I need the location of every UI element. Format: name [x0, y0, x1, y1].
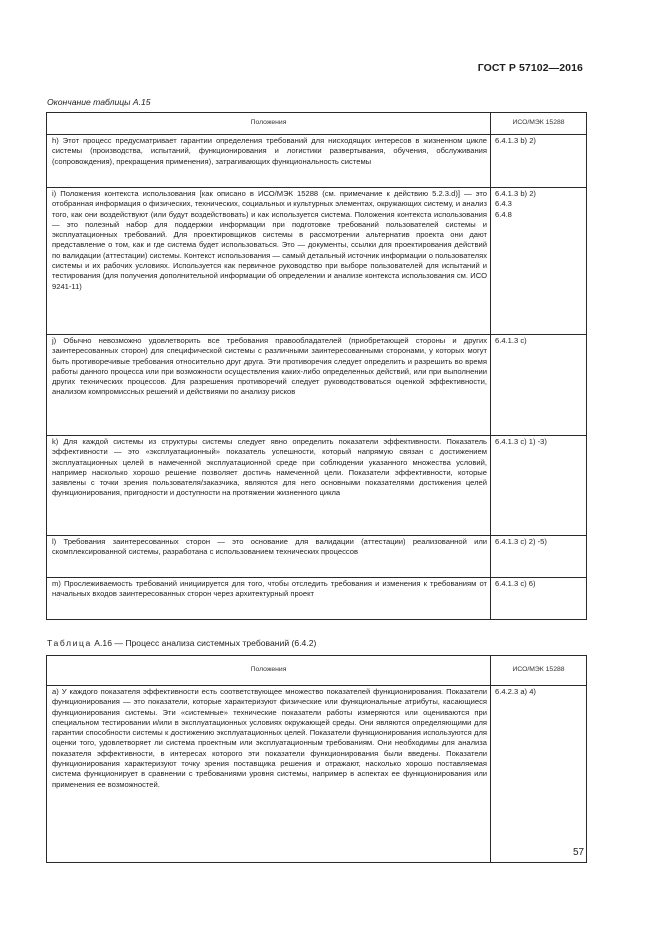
row-j-text: j) Обычно невозможно удовлетворить все требования правообладателей (приобретающей стороны и других заинтересованных сторон) для специфической системы с различными заинтересованными сторонами, у которых могут быть противоречивые требования относительно друг друга. Эти противоречия следует определить и разрешить во время работы данного процесса или при возможности осуществления каких-либо определенных действий, или при выполнении других технических процессов. Для разрешения противоречий следует руководствоваться оценкой эффективности, анализом компромиссных решений и действиями по анализу рисков — [47, 335, 491, 436]
table-a16-caption — [47, 638, 316, 648]
document-standard-number: ГОСТ Р 57102—2016 — [477, 62, 583, 74]
row-h-ref: 6.4.1.3 b) 2) — [491, 135, 587, 188]
table-row — [47, 578, 587, 620]
row-k-text: k) Для каждой системы из структуры системы следует явно определить показатели эффективности. Показатель эффективности — это «эксплуатационный» показатель успешности, который напрямую связан с достижением эксплуатационных целей в намеченной эксплуатационной среде при соблюдении указанного множества условий, например насколько хорошо решение позволяет достичь намеченной цели. Показатели эффективности, которые заявлены с точки зрения пользователя/заказчика, являются для него основными показателями достижения целей функционирования, пригодности и доступности на протяжении жизненного цикла — [47, 436, 491, 536]
table-row — [47, 188, 587, 335]
table-a15-caption: Окончание таблицы А.15 — [47, 97, 151, 107]
row-m-text: m) Прослеживаемость требований инициируется для того, чтобы отследить требования и изменения к требованиям от начальных входов заинтересованных сторон через архитектурный проект — [47, 578, 491, 620]
column-header-provisions: Положения — [47, 656, 491, 686]
page-number: 57 — [573, 847, 585, 858]
row-l-text: l) Требования заинтересованных сторон — это основание для валидации (аттестации) реализованной или скомплексированной системы, разработана с использованием технических процессов — [47, 536, 491, 578]
row-l-ref: 6.4.1.3 c) 2) -5) — [491, 536, 587, 578]
row-a-text: a) У каждого показателя эффективности есть соответствующее множество показателей функционирования. Показатели функционирования — это показатели, которые характеризуют физические или функциональные атрибуты, касающиеся функционирования системы. Эти «системные» технические показатели работы измеряются или оцениваются при специальном тестировании и/или в эксплуатационных условиях окружающей среды. Они являются определяющими для гарантии способности системы к достижению эксплуатационных целей. Показатели функционирования используются для оценки того, удовлетворяет ли система проектным или эксплуатационным требованиям. Они необходимы для анализа показателя эффективности, в интересах которого эти показатели функционирования были введены. Показатели функционирования характеризуют точку зрения поставщика решения и отражают, насколько хорошо поставляемая система функционирует в сравнении с требованиями уровня системы, например в аспектах ее функционирования или применения ее возможностей. — [47, 686, 491, 863]
table-row — [47, 536, 587, 578]
column-header-iso-iec-15288: ИСО/МЭК 15288 — [491, 656, 587, 686]
column-header-provisions: Положения — [47, 113, 491, 135]
row-k-ref: 6.4.1.3 c) 1) -3) — [491, 436, 587, 536]
table-row — [47, 135, 587, 188]
row-h-text: h) Этот процесс предусматривает гарантии определения требований для нисходящих интересов в жизненном цикле системы (производства, испытаний, функционирования и логистики развертывания, обучения, обслуживания (сопровождения), прекращения применения), затрагивающих функциональность системы — [47, 135, 491, 188]
table-row — [47, 686, 587, 863]
column-header-iso-iec-15288: ИСО/МЭК 15288 — [491, 113, 587, 135]
row-i-text: i) Положения контекста использования [как описано в ИСО/МЭК 15288 (см. примечание к действию 5.2.3.d)] — это отобранная информация о физических, технических, социальных и культурных элементах, окружающих систему, и анализ того, как они воздействуют (или будут воздействовать) и как используется система. Положения контекста использования — это полезный набор для поддержки информации при подготовке требований пользователей системы и эксплуатационных требований. Для проектировщиков системы в рассмотрении альтернатив проекта они дают представление о том, как и где система будет использоваться. Это — документы, ссылки для проектирования действий по валидации (аттестации) системы. Контекст использования — самый детальный источник информации о пользователях системы и их рабочих условиях. Используется как первичное руководство при выборе пользователей для испытаний и тестирования (для получения дополнительной информации об определении и анализе контекста использования см. ИСО 9241-11) — [47, 188, 491, 335]
table-a15 — [46, 112, 587, 620]
table-row — [47, 335, 587, 436]
row-m-ref: 6.4.1.3 c) 6) — [491, 578, 587, 620]
table-a16-caption-title: А.16 — Процесс анализа системных требований (6.4.2) — [91, 638, 317, 648]
row-a-ref: 6.4.2.3 a) 4) — [491, 686, 587, 863]
row-i-ref: 6.4.1.3 b) 2) 6.4.3 6.4.8 — [491, 188, 587, 335]
table-header-row — [47, 113, 587, 135]
table-row — [47, 436, 587, 536]
table-a16 — [46, 655, 587, 863]
row-j-ref: 6.4.1.3 c) — [491, 335, 587, 436]
table-a16-caption-prefix: Таблица — [47, 638, 92, 648]
table-header-row — [47, 656, 587, 686]
